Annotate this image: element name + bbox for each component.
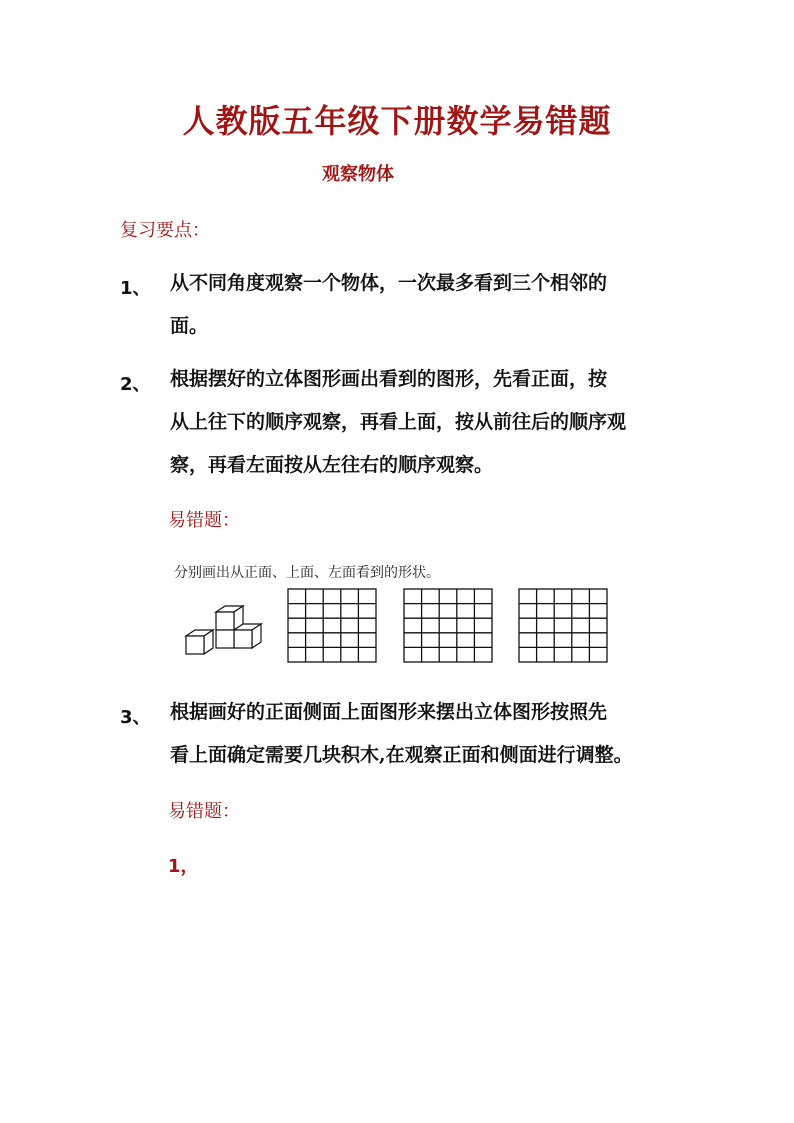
answer-grid-left (518, 588, 608, 663)
exercise-figure (168, 552, 608, 667)
question-1-number: 1， (168, 856, 199, 877)
point-1-line-1: 从不同角度观察一个物体，一次最多看到三个相邻的 (170, 272, 608, 294)
point-1-line-2: 面。 (170, 315, 209, 337)
point-2-text (170, 358, 626, 487)
point-2-line-3: 察，再看左面按从左往右的顺序观察。 (170, 454, 494, 476)
point-1-text (170, 262, 607, 348)
point-3-text (170, 691, 633, 777)
point-2-number: 2、 (120, 374, 151, 395)
page-title: 人教版五年级下册数学易错题 (182, 102, 612, 140)
review-heading: 复习要点： (120, 220, 210, 241)
mistake-heading-2: 易错题： (168, 801, 240, 822)
point-2-line-1: 根据摆好的立体图形画出看到的图形，先看正面，按 (170, 368, 608, 390)
page-subtitle: 观察物体 (322, 164, 394, 185)
point-3-line-2: 看上面确定需要几块积木,在观察正面和侧面进行调整。 (170, 744, 633, 766)
point-3-number: 3、 (120, 707, 151, 728)
answer-grid-top (403, 588, 493, 663)
figure-caption: 分别画出从正面、上面、左面看到的形状。 (174, 565, 440, 581)
mistake-heading-1: 易错题： (168, 510, 240, 531)
point-1-number: 1、 (120, 278, 151, 299)
answer-grid-front (287, 588, 377, 663)
point-3-line-1: 根据画好的正面侧面上面图形来摆出立体图形按照先 (170, 701, 608, 723)
cube-stack-drawing (182, 604, 272, 656)
point-2-line-2: 从上往下的顺序观察，再看上面，按从前往后的顺序观 (170, 411, 627, 433)
